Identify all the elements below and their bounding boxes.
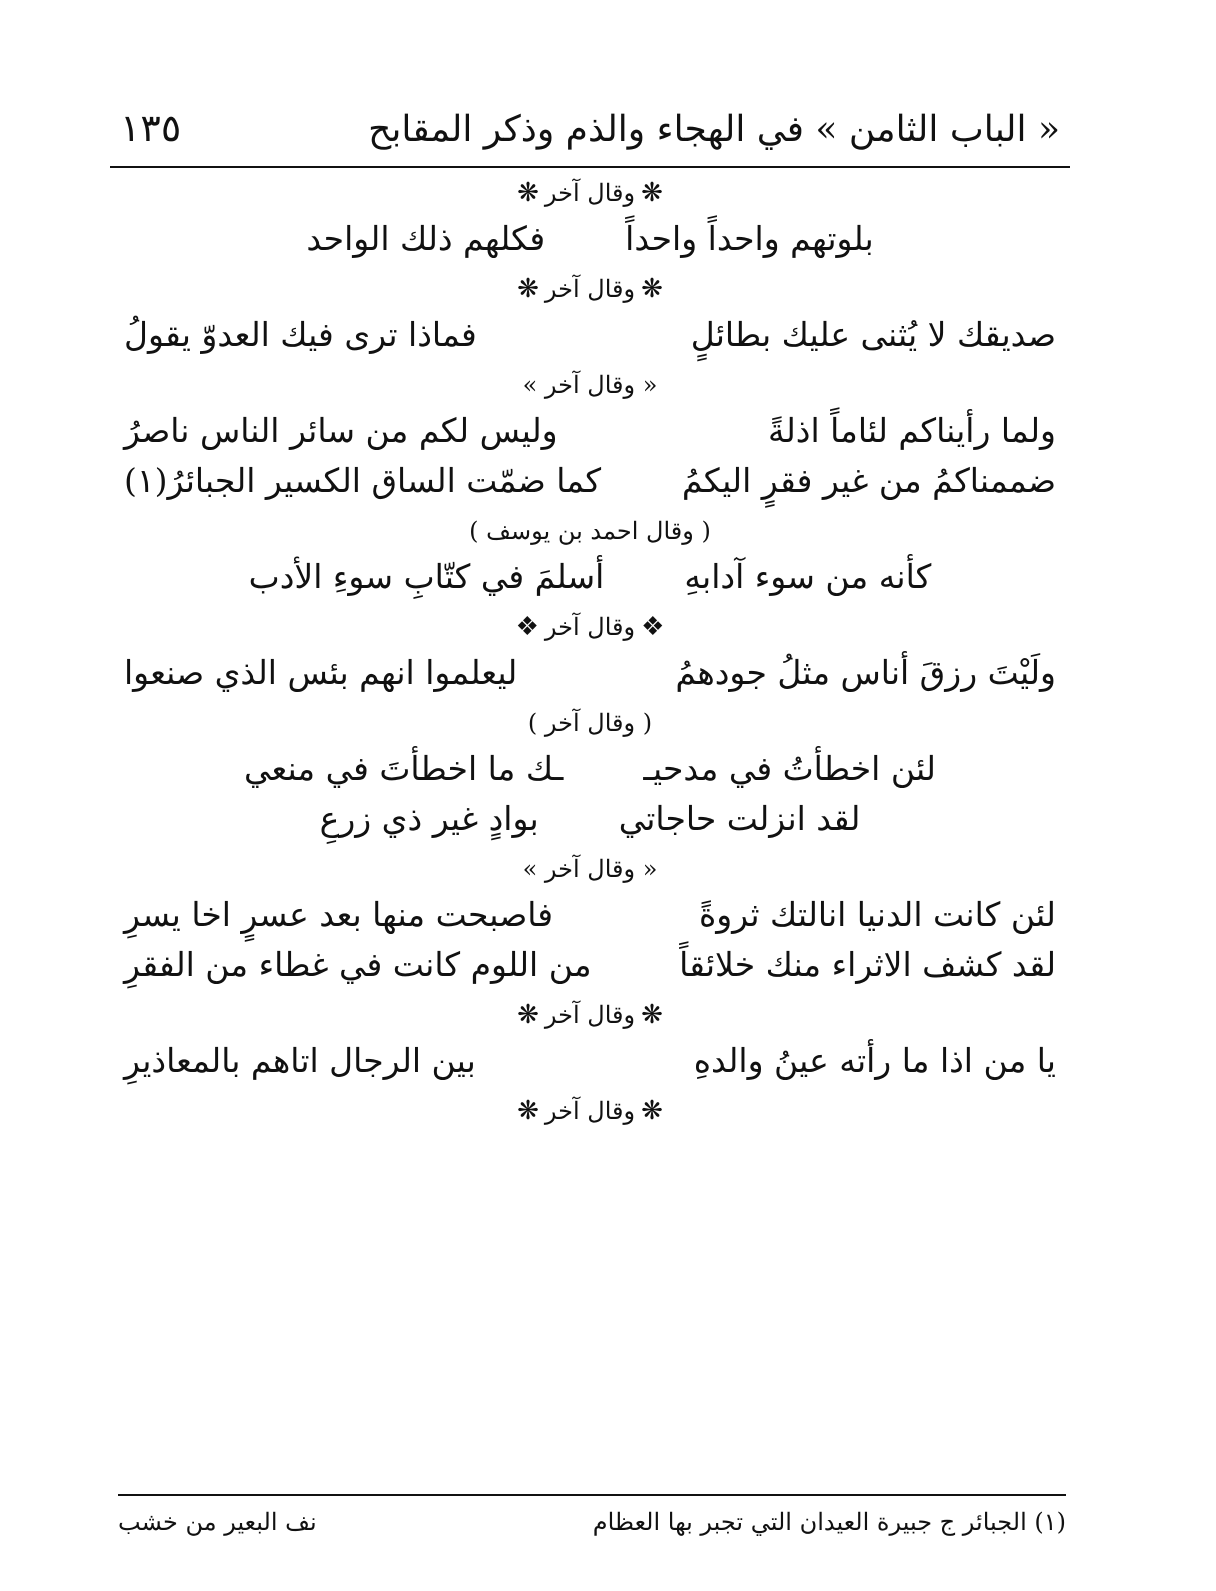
poem-heading: [110, 274, 1070, 304]
verse-second-hemistich: فاصبحت منها بعد عسرٍ اخا يسرِ: [124, 895, 554, 934]
heading-text: « وقال آخر »: [522, 371, 658, 399]
verse-second-hemistich: من اللوم كانت في غطاء من الفقرِ: [124, 945, 592, 984]
verse-second-hemistich: بوادٍ غير ذي زرعِ: [319, 799, 539, 838]
ornament-icon: ❋: [641, 1000, 663, 1030]
footnote-text: (١) الجبائر ج جبيرة العيدان التي تجبر بها العظام: [592, 1508, 1066, 1536]
poem-heading: [110, 1000, 1070, 1030]
verse-line: [110, 794, 1070, 844]
verse-first-hemistich: ولَيْتَ رزقَ أناس مثلُ جودهمُ: [675, 653, 1056, 692]
ornament-icon: ❋: [517, 1000, 539, 1030]
poem-heading: [110, 516, 1070, 546]
verse-second-hemistich: ـك ما اخطأتَ في منعي: [244, 749, 564, 788]
footnote: [118, 1502, 1066, 1542]
verse-line: [110, 1036, 1070, 1086]
poem-heading: [110, 708, 1070, 738]
heading-text: وقال آخر: [544, 1097, 636, 1125]
ornament-icon: ❋: [641, 178, 663, 208]
verse-second-hemistich: وليس لكم من سائر الناس ناصرُ: [124, 411, 558, 450]
verse-first-hemistich: لقد كشف الاثراء منك خلائقاً: [679, 945, 1056, 984]
verse-first-hemistich: لئن كانت الدنيا انالتك ثروةً: [698, 895, 1056, 934]
verse-first-hemistich: ضممناكمُ من غير فقرٍ اليكمُ: [681, 461, 1056, 500]
verse-second-hemistich: كما ضمّت الساق الكسير الجبائرُ(١): [124, 461, 602, 500]
verse-first-hemistich: لئن اخطأتُ في مدحيـ: [643, 749, 936, 788]
verse-line: [110, 310, 1070, 360]
verse-first-hemistich: يا من اذا ما رأته عينُ والدهِ: [693, 1041, 1056, 1080]
heading-text: وقال آخر: [544, 179, 636, 207]
poem-heading: [110, 370, 1070, 400]
running-header: [110, 100, 1070, 168]
page: [110, 100, 1070, 1132]
ornament-icon: ❋: [641, 1096, 663, 1126]
verse-second-hemistich: فماذا ترى فيك العدوّ يقولُ: [124, 315, 477, 354]
chapter-title: « الباب الثامن » في الهجاء والذم وذكر المقابح: [368, 109, 1060, 150]
verse-first-hemistich: لقد انزلت حاجاتي: [618, 799, 861, 838]
page-number: ١٣٥: [120, 106, 182, 150]
ornament-icon: ❋: [517, 274, 539, 304]
verse-first-hemistich: كأنه من سوء آدابهِ: [684, 557, 932, 596]
verse-first-hemistich: بلوتهم واحداً واحداً: [625, 219, 874, 258]
verse-first-hemistich: صديقك لا يُثنى عليك بطائلٍ: [690, 315, 1056, 354]
poem-content: [110, 178, 1070, 1126]
verse-line: [110, 552, 1070, 602]
ornament-icon: ❖: [641, 612, 665, 642]
ornament-icon: ❋: [517, 178, 539, 208]
heading-text: وقال آخر: [544, 1001, 636, 1029]
heading-text: ( وقال احمد بن يوسف ): [469, 517, 711, 545]
verse-first-hemistich: ولما رأيناكم لئاماً اذلةً: [768, 411, 1056, 450]
verse-line: [110, 940, 1070, 990]
heading-text: وقال آخر: [544, 275, 636, 303]
verse-line: [110, 890, 1070, 940]
ornament-icon: ❋: [641, 274, 663, 304]
poem-heading: [110, 1096, 1070, 1126]
verse-line: [110, 406, 1070, 456]
verse-line: [110, 744, 1070, 794]
heading-text: « وقال آخر »: [522, 855, 658, 883]
ornament-icon: ❖: [515, 612, 539, 642]
verse-second-hemistich: أسلمَ في كتّابِ سوءِ الأدب: [248, 557, 605, 596]
verse-second-hemistich: فكلهم ذلك الواحد: [306, 219, 546, 258]
heading-text: وقال آخر: [544, 613, 636, 641]
footnote-divider: [118, 1494, 1066, 1496]
heading-text: ( وقال آخر ): [527, 709, 653, 737]
verse-line: [110, 214, 1070, 264]
poem-heading: [110, 178, 1070, 208]
verse-second-hemistich: بين الرجال اتاهم بالمعاذيرِ: [124, 1041, 476, 1080]
footnote-continuation: نف البعير من خشب: [118, 1508, 317, 1536]
verse-line: [110, 648, 1070, 698]
ornament-icon: ❋: [517, 1096, 539, 1126]
poem-heading: [110, 854, 1070, 884]
verse-second-hemistich: ليعلموا انهم بئس الذي صنعوا: [124, 653, 518, 692]
verse-line: [110, 456, 1070, 506]
poem-heading: [110, 612, 1070, 642]
